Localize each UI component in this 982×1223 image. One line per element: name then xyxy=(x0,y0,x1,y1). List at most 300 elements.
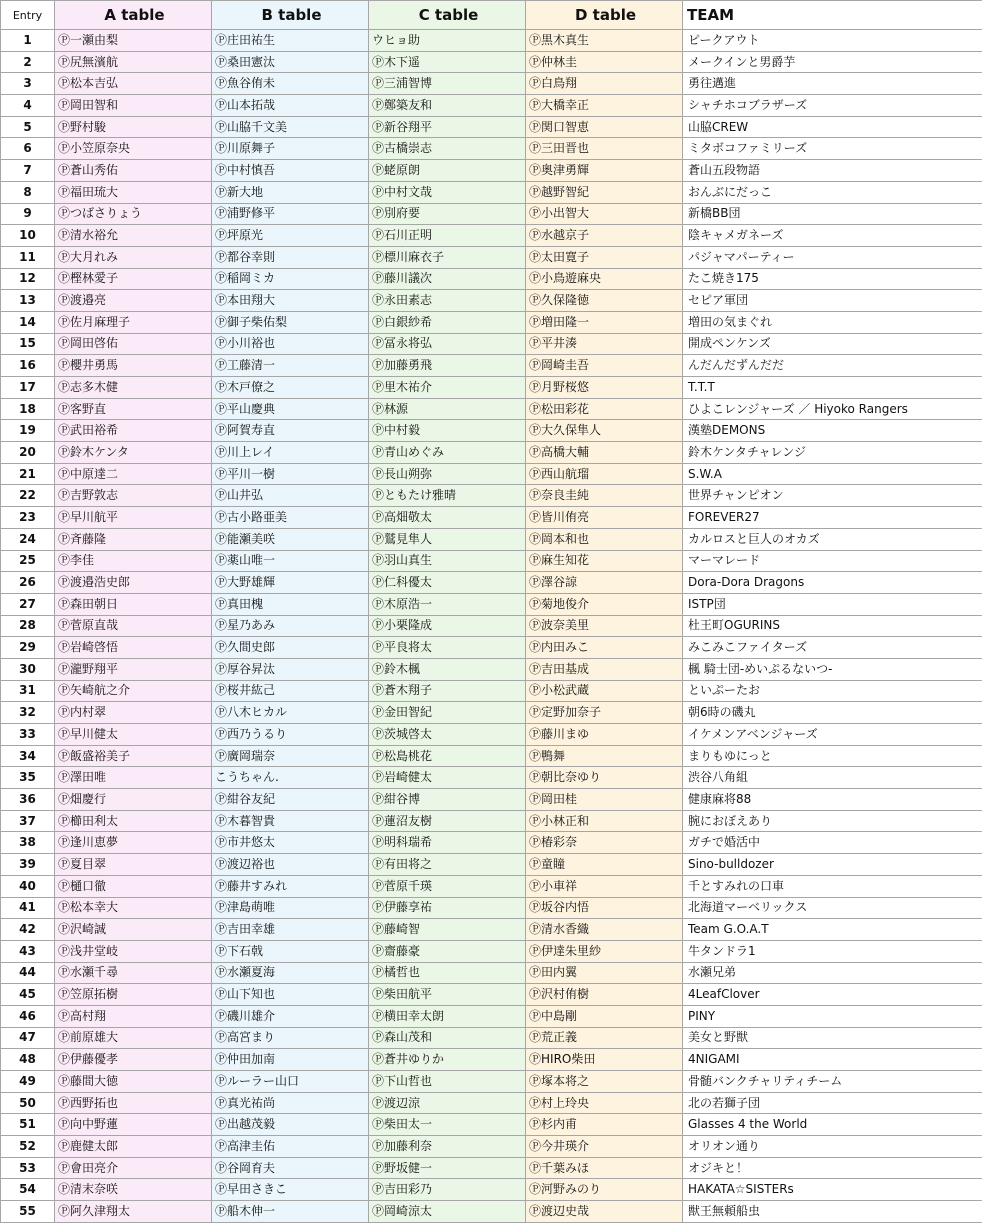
table-row xyxy=(1,95,982,117)
entry-number: 15 xyxy=(1,333,55,355)
c-table-player: Ⓟ三浦智博 xyxy=(369,73,526,95)
entry-number: 36 xyxy=(1,789,55,811)
b-table-player: Ⓟ稲岡ミカ xyxy=(212,268,369,290)
b-table-player: Ⓟ山井弘 xyxy=(212,485,369,507)
a-table-player: Ⓟ逢川恵夢 xyxy=(55,832,212,854)
a-table-player: Ⓟ中原達二 xyxy=(55,463,212,485)
entry-number: 51 xyxy=(1,1114,55,1136)
a-table-player: Ⓟ向中野蓮 xyxy=(55,1114,212,1136)
team-name: 腕におぼえあり xyxy=(683,810,982,832)
d-table-player: Ⓟ渡辺史哉 xyxy=(526,1201,683,1223)
team-name: 世界チャンピオン xyxy=(683,485,982,507)
entry-number: 29 xyxy=(1,637,55,659)
c-table-player: Ⓟ伊藤享祐 xyxy=(369,897,526,919)
team-name: 開成ペンケンズ xyxy=(683,333,982,355)
b-table-player: Ⓟ藤井すみれ xyxy=(212,875,369,897)
d-table-player: Ⓟ岡崎圭吾 xyxy=(526,355,683,377)
table-row xyxy=(1,73,982,95)
c-table-player: Ⓟ木原浩一 xyxy=(369,593,526,615)
table-row xyxy=(1,1092,982,1114)
a-table-player: Ⓟ沢崎誠 xyxy=(55,919,212,941)
d-table-player: Ⓟ吉田基成 xyxy=(526,658,683,680)
c-table-player: Ⓟ加藤勇飛 xyxy=(369,355,526,377)
a-table-player: Ⓟ瀧野翔平 xyxy=(55,658,212,680)
a-table-player: Ⓟ小笠原奈央 xyxy=(55,138,212,160)
d-table-player: Ⓟ岡田桂 xyxy=(526,789,683,811)
a-table-player: Ⓟ志多木健 xyxy=(55,377,212,399)
team-name: といぷーたお xyxy=(683,680,982,702)
table-row xyxy=(1,832,982,854)
entry-number: 48 xyxy=(1,1049,55,1071)
team-name: 健康麻将88 xyxy=(683,789,982,811)
b-table-player: Ⓟ阿賀寿直 xyxy=(212,420,369,442)
c-table-player: Ⓟ中村文哉 xyxy=(369,181,526,203)
entry-number: 1 xyxy=(1,30,55,52)
entry-number: 20 xyxy=(1,442,55,464)
team-name: 北海道マーベリックス xyxy=(683,897,982,919)
a-table-player: Ⓟ早川航平 xyxy=(55,507,212,529)
d-table-player: Ⓟ皆川侑亮 xyxy=(526,507,683,529)
table-row xyxy=(1,810,982,832)
b-table-player: Ⓟ山脇千文美 xyxy=(212,116,369,138)
c-table-player: Ⓟ渡辺涼 xyxy=(369,1092,526,1114)
b-table-player: Ⓟ厚谷昇汰 xyxy=(212,658,369,680)
b-table-player: Ⓟ早田さきこ xyxy=(212,1179,369,1201)
a-table-player: Ⓟ鹿健太郎 xyxy=(55,1136,212,1158)
b-table-player: Ⓟ川原舞子 xyxy=(212,138,369,160)
d-table-player: Ⓟ定野加奈子 xyxy=(526,702,683,724)
table-row xyxy=(1,940,982,962)
d-table-player: Ⓟ塚本将之 xyxy=(526,1071,683,1093)
b-table-player: Ⓟ平山慶典 xyxy=(212,398,369,420)
d-table-player: Ⓟ大橋幸正 xyxy=(526,95,683,117)
table-row xyxy=(1,897,982,919)
a-table-player: Ⓟ松本幸大 xyxy=(55,897,212,919)
table-row xyxy=(1,919,982,941)
team-name: 山脇CREW xyxy=(683,116,982,138)
table-row xyxy=(1,355,982,377)
b-table-player: Ⓟ磯川雄介 xyxy=(212,1005,369,1027)
entry-number: 16 xyxy=(1,355,55,377)
c-table-player: Ⓟ加藤利奈 xyxy=(369,1136,526,1158)
team-name: パジャマパーティー xyxy=(683,246,982,268)
entry-number: 24 xyxy=(1,528,55,550)
entry-number: 5 xyxy=(1,116,55,138)
b-table-player: Ⓟ川上レイ xyxy=(212,442,369,464)
a-table-player: Ⓟ夏目翠 xyxy=(55,854,212,876)
c-table-player: Ⓟ齋藤豪 xyxy=(369,940,526,962)
entry-number: 7 xyxy=(1,160,55,182)
team-name: セピア軍団 xyxy=(683,290,982,312)
d-table-player: Ⓟ小車祥 xyxy=(526,875,683,897)
team-name: Dora-Dora Dragons xyxy=(683,572,982,594)
c-table-player: Ⓟ林源 xyxy=(369,398,526,420)
c-table-player: Ⓟ永田素志 xyxy=(369,290,526,312)
c-table-player: Ⓟ下山哲也 xyxy=(369,1071,526,1093)
table-row xyxy=(1,1005,982,1027)
d-table-player: Ⓟ小出智大 xyxy=(526,203,683,225)
table-row xyxy=(1,138,982,160)
team-name: 増田の気まぐれ xyxy=(683,311,982,333)
a-table-player: Ⓟ櫻井勇馬 xyxy=(55,355,212,377)
c-table-player: Ⓟ平良将太 xyxy=(369,637,526,659)
c-table-player: Ⓟ野坂健一 xyxy=(369,1157,526,1179)
a-table-player: Ⓟ西野拓也 xyxy=(55,1092,212,1114)
team-name: 美女と野獣 xyxy=(683,1027,982,1049)
d-table-player: Ⓟ越野智紀 xyxy=(526,181,683,203)
a-table-player: Ⓟ飯盛裕美子 xyxy=(55,745,212,767)
team-name: 鈴木ケンタチャレンジ xyxy=(683,442,982,464)
c-table-player: Ⓟ有田将之 xyxy=(369,854,526,876)
table-row xyxy=(1,311,982,333)
a-table-player: Ⓟ渡邉浩史郎 xyxy=(55,572,212,594)
c-table-player: Ⓟ別府要 xyxy=(369,203,526,225)
a-table-player: Ⓟ矢崎航之介 xyxy=(55,680,212,702)
entry-number: 30 xyxy=(1,658,55,680)
b-table-player: Ⓟ浦野修平 xyxy=(212,203,369,225)
team-name: たこ焼き175 xyxy=(683,268,982,290)
b-table-player: Ⓟ木戸僚之 xyxy=(212,377,369,399)
c-table-player: Ⓟ青山めぐみ xyxy=(369,442,526,464)
entry-number: 26 xyxy=(1,572,55,594)
table-row xyxy=(1,593,982,615)
c-table-player: Ⓟ橘哲也 xyxy=(369,962,526,984)
a-table-player: Ⓟ浅井堂岐 xyxy=(55,940,212,962)
entry-number: 46 xyxy=(1,1005,55,1027)
table-row xyxy=(1,377,982,399)
table-row xyxy=(1,507,982,529)
a-table-player: Ⓟ清水裕允 xyxy=(55,225,212,247)
entry-number: 17 xyxy=(1,377,55,399)
team-name: ISTP団 xyxy=(683,593,982,615)
team-name: 新橋BB団 xyxy=(683,203,982,225)
c-table-player: Ⓟ吉田彩乃 xyxy=(369,1179,526,1201)
c-table-player: Ⓟ白銀紗希 xyxy=(369,311,526,333)
d-table-player: Ⓟ中島剛 xyxy=(526,1005,683,1027)
team-name: HAKATA☆SISTERs xyxy=(683,1179,982,1201)
a-table-player: Ⓟ伊藤優孝 xyxy=(55,1049,212,1071)
b-table-player: Ⓟ魚谷侑未 xyxy=(212,73,369,95)
entry-number: 53 xyxy=(1,1157,55,1179)
entry-number: 45 xyxy=(1,984,55,1006)
table-row xyxy=(1,485,982,507)
table-row xyxy=(1,1071,982,1093)
entry-number: 38 xyxy=(1,832,55,854)
d-table-player: Ⓟ増田隆一 xyxy=(526,311,683,333)
team-name: シャチホコブラザーズ xyxy=(683,95,982,117)
table-row xyxy=(1,30,982,52)
team-name: 水瀬兄弟 xyxy=(683,962,982,984)
b-table-player: Ⓟ谷岡育夫 xyxy=(212,1157,369,1179)
d-table-player: Ⓟ今井瑛介 xyxy=(526,1136,683,1158)
table-row xyxy=(1,398,982,420)
a-table-player: Ⓟ前原雄大 xyxy=(55,1027,212,1049)
entry-number: 25 xyxy=(1,550,55,572)
d-table-player: Ⓟ大久保隼人 xyxy=(526,420,683,442)
d-table-player: Ⓟ高橋大輔 xyxy=(526,442,683,464)
team-name: 4LeafClover xyxy=(683,984,982,1006)
team-name: 蒼山五段物語 xyxy=(683,160,982,182)
b-table-player: Ⓟ小川裕也 xyxy=(212,333,369,355)
a-table-player: Ⓟ尻無濱航 xyxy=(55,51,212,73)
table-row xyxy=(1,463,982,485)
d-table-player: Ⓟ仲林圭 xyxy=(526,51,683,73)
team-name: S.W.A xyxy=(683,463,982,485)
c-table-player: Ⓟ明科瑞希 xyxy=(369,832,526,854)
d-table-player: Ⓟ小鳥遊麻央 xyxy=(526,268,683,290)
b-table-player: Ⓟ都谷幸則 xyxy=(212,246,369,268)
table-row xyxy=(1,962,982,984)
a-table-player: Ⓟ松本吉弘 xyxy=(55,73,212,95)
entry-number: 4 xyxy=(1,95,55,117)
entry-number: 12 xyxy=(1,268,55,290)
a-table-player: Ⓟ早川健太 xyxy=(55,724,212,746)
c-table-player: Ⓟ蒼井ゆりか xyxy=(369,1049,526,1071)
table-row xyxy=(1,246,982,268)
entry-number: 33 xyxy=(1,724,55,746)
c-table-player: Ⓟ柴田航平 xyxy=(369,984,526,1006)
c-table-player: Ⓟ中村毅 xyxy=(369,420,526,442)
table-row xyxy=(1,1027,982,1049)
c-table-player: Ⓟ茨城啓太 xyxy=(369,724,526,746)
team-name: 杜王町OGURINS xyxy=(683,615,982,637)
a-table-player: Ⓟ福田琉大 xyxy=(55,181,212,203)
a-table-player: Ⓟ笠原拓樹 xyxy=(55,984,212,1006)
entry-number: 37 xyxy=(1,810,55,832)
team-name: オリオン通り xyxy=(683,1136,982,1158)
a-table-player: Ⓟ清末奈咲 xyxy=(55,1179,212,1201)
entry-number: 40 xyxy=(1,875,55,897)
entry-number: 32 xyxy=(1,702,55,724)
table-body xyxy=(1,30,982,1223)
c-table-player: Ⓟ蒼木翔子 xyxy=(369,680,526,702)
entry-number: 9 xyxy=(1,203,55,225)
d-table-player: Ⓟ三田晋也 xyxy=(526,138,683,160)
c-table-player: Ⓟ鈴木楓 xyxy=(369,658,526,680)
a-table-player: Ⓟ會田亮介 xyxy=(55,1157,212,1179)
entry-number: 10 xyxy=(1,225,55,247)
c-table-player: Ⓟ羽山真生 xyxy=(369,550,526,572)
team-name: んだんだずんだだ xyxy=(683,355,982,377)
table-row xyxy=(1,528,982,550)
b-table-player: Ⓟ真光祐尚 xyxy=(212,1092,369,1114)
entry-number: 21 xyxy=(1,463,55,485)
a-table-player: Ⓟ蒼山秀佑 xyxy=(55,160,212,182)
c-table-player: Ⓟ岩崎健太 xyxy=(369,767,526,789)
d-table-player: Ⓟ千葉みほ xyxy=(526,1157,683,1179)
d-table-player: Ⓟ田内翼 xyxy=(526,962,683,984)
team-name: 漢塾DEMONS xyxy=(683,420,982,442)
team-name: まりもゆにっと xyxy=(683,745,982,767)
entry-number: 22 xyxy=(1,485,55,507)
a-table-player: Ⓟ藤間大徳 xyxy=(55,1071,212,1093)
entry-number: 13 xyxy=(1,290,55,312)
table-row xyxy=(1,1114,982,1136)
a-table-player: Ⓟ内村翠 xyxy=(55,702,212,724)
team-name: ミタボコファミリーズ xyxy=(683,138,982,160)
a-table-player: Ⓟ武田裕希 xyxy=(55,420,212,442)
c-table-player: Ⓟ仁科優太 xyxy=(369,572,526,594)
a-table-player: Ⓟ鈴木ケンタ xyxy=(55,442,212,464)
team-name: ピークアウト xyxy=(683,30,982,52)
table-row xyxy=(1,203,982,225)
b-table-player: Ⓟ津島萌唯 xyxy=(212,897,369,919)
a-table-player: Ⓟつばさりょう xyxy=(55,203,212,225)
c-table-player: Ⓟ松島桃花 xyxy=(369,745,526,767)
table-row xyxy=(1,160,982,182)
team-name: PINY xyxy=(683,1005,982,1027)
team-name: 勇往邁進 xyxy=(683,73,982,95)
team-name: 楓 騎士団-めいぷるないつ- xyxy=(683,658,982,680)
table-row xyxy=(1,702,982,724)
d-table-player: Ⓟ西山航瑠 xyxy=(526,463,683,485)
d-table-player: Ⓟ澤谷諒 xyxy=(526,572,683,594)
d-table-player: Ⓟ椿彩奈 xyxy=(526,832,683,854)
c-table-player: Ⓟ柴田太一 xyxy=(369,1114,526,1136)
entry-number: 3 xyxy=(1,73,55,95)
d-table-player: Ⓟ鴨舞 xyxy=(526,745,683,767)
a-table-player: Ⓟ野村駿 xyxy=(55,116,212,138)
a-table-player: Ⓟ客野直 xyxy=(55,398,212,420)
table-row xyxy=(1,268,982,290)
team-name: 牛タンドラ1 xyxy=(683,940,982,962)
table-row xyxy=(1,333,982,355)
b-table-player: こうちゃん. xyxy=(212,767,369,789)
header-c-table: C table xyxy=(369,1,526,30)
d-table-player: Ⓟ波奈美里 xyxy=(526,615,683,637)
team-name: 陰キャメガネーズ xyxy=(683,225,982,247)
entry-number: 27 xyxy=(1,593,55,615)
team-name: カルロスと巨人のオカズ xyxy=(683,528,982,550)
table-row xyxy=(1,767,982,789)
table-row xyxy=(1,1179,982,1201)
a-table-player: Ⓟ高村翔 xyxy=(55,1005,212,1027)
d-table-player: Ⓟ奈良圭純 xyxy=(526,485,683,507)
a-table-player: Ⓟ櫛田利太 xyxy=(55,810,212,832)
table-row xyxy=(1,724,982,746)
c-table-player: Ⓟ鷲見隼人 xyxy=(369,528,526,550)
a-table-player: Ⓟ渡邉亮 xyxy=(55,290,212,312)
header-row xyxy=(1,1,982,30)
d-table-player: Ⓟ朝比奈ゆり xyxy=(526,767,683,789)
b-table-player: Ⓟ工藤清一 xyxy=(212,355,369,377)
table-row xyxy=(1,116,982,138)
b-table-player: Ⓟ中村慎吾 xyxy=(212,160,369,182)
b-table-player: Ⓟ廣岡瑞奈 xyxy=(212,745,369,767)
table-row xyxy=(1,875,982,897)
team-name: マーマレード xyxy=(683,550,982,572)
entry-number: 55 xyxy=(1,1201,55,1223)
c-table-player: ウヒョ助 xyxy=(369,30,526,52)
c-table-player: Ⓟ菅原千瑛 xyxy=(369,875,526,897)
a-table-player: Ⓟ吉野敦志 xyxy=(55,485,212,507)
b-table-player: Ⓟ能瀬美咲 xyxy=(212,528,369,550)
c-table-player: Ⓟ標川麻衣子 xyxy=(369,246,526,268)
table-row xyxy=(1,51,982,73)
entry-number: 11 xyxy=(1,246,55,268)
table-row xyxy=(1,658,982,680)
a-table-player: Ⓟ阿久津翔太 xyxy=(55,1201,212,1223)
d-table-player: Ⓟ沢村侑樹 xyxy=(526,984,683,1006)
table-row xyxy=(1,225,982,247)
header-team: TEAM xyxy=(683,1,982,30)
team-name: 獣王無頼船虫 xyxy=(683,1201,982,1223)
a-table-player: Ⓟ森田朝日 xyxy=(55,593,212,615)
entry-number: 23 xyxy=(1,507,55,529)
entry-number: 35 xyxy=(1,767,55,789)
b-table-player: Ⓟ渡辺裕也 xyxy=(212,854,369,876)
team-name: Sino-bulldozer xyxy=(683,854,982,876)
b-table-player: Ⓟ久間史郎 xyxy=(212,637,369,659)
b-table-player: Ⓟ坪原光 xyxy=(212,225,369,247)
header-b-table: B table xyxy=(212,1,369,30)
b-table-player: Ⓟ庄田祐生 xyxy=(212,30,369,52)
b-table-player: Ⓟルーラー山口 xyxy=(212,1071,369,1093)
c-table-player: Ⓟ古橋崇志 xyxy=(369,138,526,160)
c-table-player: Ⓟともたけ雅晴 xyxy=(369,485,526,507)
b-table-player: Ⓟ仲田加南 xyxy=(212,1049,369,1071)
d-table-player: Ⓟ奥津勇輝 xyxy=(526,160,683,182)
a-table-player: Ⓟ畑慶行 xyxy=(55,789,212,811)
d-table-player: Ⓟ村上玲央 xyxy=(526,1092,683,1114)
d-table-player: Ⓟ河野みのり xyxy=(526,1179,683,1201)
team-name: FOREVER27 xyxy=(683,507,982,529)
team-name: みこみこファイターズ xyxy=(683,637,982,659)
d-table-player: ⓅHIRO柴田 xyxy=(526,1049,683,1071)
entry-number: 52 xyxy=(1,1136,55,1158)
team-name: メークインと男爵芋 xyxy=(683,51,982,73)
c-table-player: Ⓟ横田幸太朗 xyxy=(369,1005,526,1027)
entry-number: 42 xyxy=(1,919,55,941)
b-table-player: Ⓟ桜井紘己 xyxy=(212,680,369,702)
team-name: 朝6時の磯丸 xyxy=(683,702,982,724)
c-table-player: Ⓟ新谷翔平 xyxy=(369,116,526,138)
b-table-player: Ⓟ下石戟 xyxy=(212,940,369,962)
b-table-player: Ⓟ星乃あみ xyxy=(212,615,369,637)
b-table-player: Ⓟ大野雄輝 xyxy=(212,572,369,594)
team-name: ガチで婚活中 xyxy=(683,832,982,854)
c-table-player: Ⓟ蓮沼友樹 xyxy=(369,810,526,832)
entry-number: 14 xyxy=(1,311,55,333)
a-table-player: Ⓟ樫林愛子 xyxy=(55,268,212,290)
table-row xyxy=(1,984,982,1006)
entry-number: 49 xyxy=(1,1071,55,1093)
table-row xyxy=(1,442,982,464)
entry-number: 44 xyxy=(1,962,55,984)
c-table-player: Ⓟ石川正明 xyxy=(369,225,526,247)
b-table-player: Ⓟ山下知也 xyxy=(212,984,369,1006)
a-table-player: Ⓟ斉藤隆 xyxy=(55,528,212,550)
d-table-player: Ⓟ藤川まゆ xyxy=(526,724,683,746)
table-row xyxy=(1,181,982,203)
a-table-player: Ⓟ岡田智和 xyxy=(55,95,212,117)
c-table-player: Ⓟ長山朔弥 xyxy=(369,463,526,485)
c-table-player: Ⓟ藤川議次 xyxy=(369,268,526,290)
b-table-player: Ⓟ船木伸一 xyxy=(212,1201,369,1223)
table-row xyxy=(1,290,982,312)
a-table-player: Ⓟ菅原直哉 xyxy=(55,615,212,637)
b-table-player: Ⓟ高宮まり xyxy=(212,1027,369,1049)
b-table-player: Ⓟ水瀬夏海 xyxy=(212,962,369,984)
d-table-player: Ⓟ小松武蔵 xyxy=(526,680,683,702)
b-table-player: Ⓟ出越茂毅 xyxy=(212,1114,369,1136)
header-entry: Entry xyxy=(1,1,55,30)
entry-number: 2 xyxy=(1,51,55,73)
d-table-player: Ⓟ水越京子 xyxy=(526,225,683,247)
d-table-player: Ⓟ岡本和也 xyxy=(526,528,683,550)
b-table-player: Ⓟ御子柴佑梨 xyxy=(212,311,369,333)
b-table-player: Ⓟ高津圭佑 xyxy=(212,1136,369,1158)
